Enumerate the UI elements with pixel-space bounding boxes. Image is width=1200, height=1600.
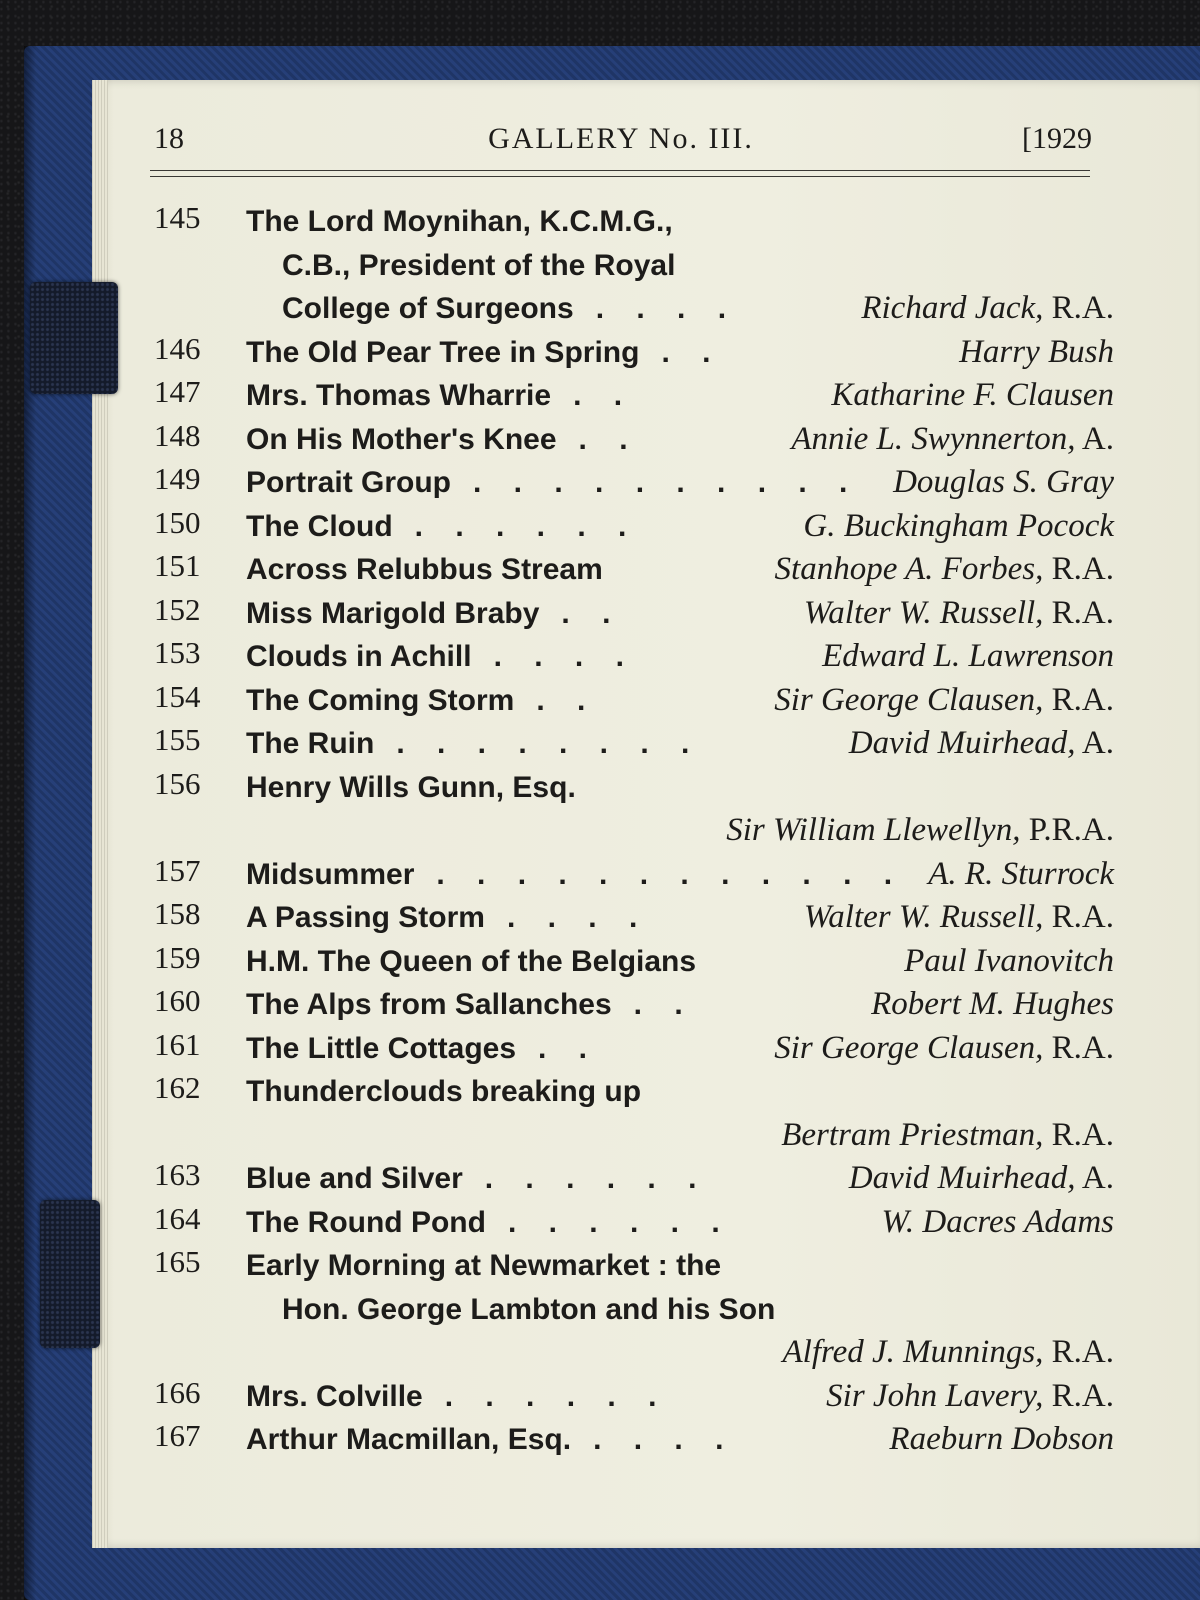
entry-artist-line (246, 1331, 1114, 1375)
entry-title: Miss Marigold Braby (246, 596, 540, 630)
entry-line (246, 331, 1114, 375)
year-marker: [1929 (1022, 122, 1092, 155)
header-rule-upper (150, 170, 1090, 171)
entry-line (246, 853, 1114, 897)
entry-line (246, 1157, 1114, 1201)
leader-dots: . . . . (506, 901, 650, 934)
entry-title: Hon. George Lambton and his Son (282, 1292, 776, 1326)
artist-name: Walter W. Russell, (803, 594, 1044, 631)
catalogue-entry (154, 983, 1114, 1027)
catalogue-entry (154, 1375, 1114, 1419)
entry-line (246, 940, 1114, 984)
catalogue-entry (154, 331, 1114, 375)
leader-dots: . . . . . . . . . . . . (436, 857, 905, 891)
entry-artist (803, 505, 1114, 549)
artist-name: Paul Ivanovitch (904, 942, 1114, 979)
entry-line (282, 287, 1114, 331)
entry-title: The Cloud (246, 509, 393, 543)
binding-clasp-bottom (40, 1200, 100, 1348)
entry-title: Portrait Group (246, 466, 452, 499)
entry-line (282, 1288, 1114, 1332)
entry-artist (774, 1027, 1114, 1071)
leader-dots: . . (578, 422, 640, 456)
artist-name: Sir John Lavery, (826, 1377, 1044, 1414)
header-rule-lower (150, 176, 1090, 177)
leader-dots: . . . . . . . . . . (473, 466, 860, 499)
leader-dots: . . (536, 683, 598, 717)
catalogue-entry (154, 1244, 1114, 1375)
entry-line (246, 461, 1114, 505)
leader-dots: . . . . (595, 292, 739, 325)
entry-title: The Little Cottages (246, 1031, 517, 1065)
entry-title: Arthur Macmillan, Esq. (246, 1423, 572, 1456)
page-header (150, 118, 1092, 168)
leader-dots: . . (661, 335, 723, 369)
entry-artist (959, 331, 1114, 375)
gallery-title: GALLERY No. III. (488, 122, 754, 155)
entry-title: Across Relubbus Stream (246, 553, 603, 586)
artist-suffix: R.A. (1043, 1116, 1114, 1153)
entry-number: 164 (154, 1200, 201, 1236)
entry-title: The Coming Storm (246, 683, 515, 717)
entry-title: Mrs. Thomas Wharrie (246, 379, 552, 412)
entry-artist (826, 1375, 1114, 1419)
artist-name: Richard Jack, (861, 290, 1044, 326)
artist-name: Edward L. Lawrenson (822, 638, 1114, 674)
entry-artist (791, 418, 1114, 462)
entry-number: 157 (154, 852, 201, 888)
artist-suffix: A. (1075, 1160, 1114, 1196)
entry-number: 156 (154, 765, 201, 801)
entry-artist (726, 809, 1114, 853)
leader-dots: . . (538, 1031, 600, 1065)
entry-title: H.M. The Queen of the Belgians (246, 944, 697, 978)
entry-list (154, 200, 1114, 1462)
binding-clasp-top (30, 282, 118, 394)
entry-artist (849, 722, 1114, 766)
artist-suffix: R.A. (1043, 594, 1114, 631)
entry-number: 163 (154, 1157, 201, 1192)
catalogue-entry (154, 461, 1114, 505)
catalogue-entry (154, 1027, 1114, 1071)
entry-line (246, 505, 1114, 549)
leader-dots: . . . . . . (414, 509, 639, 543)
entry-line (246, 766, 1114, 810)
artist-suffix: A. (1075, 420, 1114, 457)
entry-line (246, 374, 1114, 418)
entry-title: A Passing Storm (246, 901, 485, 934)
artist-name: Bertram Priestman, (781, 1116, 1044, 1153)
entry-artist (889, 1418, 1114, 1462)
catalogue-entry (154, 1070, 1114, 1157)
spine-shadow (24, 46, 36, 1600)
catalogue-entry (154, 722, 1114, 766)
catalogue-entry (154, 940, 1114, 984)
entry-artist (893, 461, 1114, 505)
artist-name: David Muirhead, (848, 1160, 1076, 1196)
entry-number: 154 (154, 678, 201, 714)
artist-suffix: R.A. (1043, 1029, 1114, 1066)
artist-name: Robert M. Hughes (871, 986, 1114, 1022)
entry-line (246, 200, 1114, 244)
entry-line (246, 548, 1114, 592)
entry-title: Clouds in Achill (246, 640, 472, 673)
entry-number: 152 (154, 591, 201, 627)
artist-name: A. R. Sturrock (928, 855, 1114, 892)
entry-title: Thunderclouds breaking up (246, 1075, 642, 1108)
catalogue-entry (154, 1201, 1114, 1245)
entry-number: 160 (154, 983, 201, 1018)
catalogue-entry (154, 896, 1114, 940)
entry-title: On His Mother's Knee (246, 422, 557, 456)
entry-number: 158 (154, 896, 201, 931)
leader-dots: . . . . (493, 640, 636, 673)
entry-number: 153 (154, 635, 201, 670)
entry-title: Blue and Silver (246, 1162, 463, 1195)
entry-artist (849, 1157, 1114, 1201)
entry-number: 162 (154, 1070, 201, 1105)
artist-name: Douglas S. Gray (893, 464, 1114, 500)
entry-line (246, 1375, 1114, 1419)
entry-number: 165 (154, 1244, 201, 1279)
entry-artist (775, 548, 1114, 592)
entry-artist (861, 287, 1114, 331)
entry-line (246, 592, 1114, 636)
leader-dots: . . (561, 596, 623, 630)
entry-title: Midsummer (246, 857, 415, 891)
entry-number: 150 (154, 504, 201, 540)
entry-number: 155 (154, 722, 201, 757)
entry-line (246, 1070, 1114, 1114)
artist-name: Katharine F. Clausen (831, 377, 1114, 413)
entry-title: Henry Wills Gunn, Esq. (246, 770, 576, 804)
entry-artist (822, 635, 1114, 679)
artist-suffix: R.A. (1043, 1377, 1114, 1414)
catalogue-entry (154, 1418, 1114, 1462)
entry-title: C.B., President of the Royal (282, 248, 676, 282)
entry-artist (774, 679, 1114, 723)
entry-title: The Ruin (246, 727, 375, 760)
entry-artist (904, 940, 1114, 984)
artist-name: Sir George Clausen, (774, 681, 1044, 718)
entry-number: 145 (154, 200, 201, 235)
entry-line (246, 679, 1114, 723)
entry-number: 149 (154, 461, 201, 496)
entry-title: Early Morning at Newmarket : the (246, 1249, 722, 1282)
entry-line (246, 1027, 1114, 1071)
entry-title: College of Surgeons (282, 292, 574, 325)
catalogue-entry (154, 853, 1114, 897)
entry-line (282, 244, 1114, 288)
entry-artist (783, 1331, 1115, 1375)
catalogue-entry (154, 1157, 1114, 1201)
artist-name: Alfred J. Munnings, (782, 1334, 1044, 1370)
entry-title: The Round Pond (246, 1205, 486, 1239)
artist-name: G. Buckingham Pocock (803, 507, 1114, 544)
entry-artist (804, 896, 1114, 940)
entry-artist (831, 374, 1114, 418)
entry-number: 161 (154, 1026, 201, 1062)
entry-line (246, 722, 1114, 766)
entry-artist-line (246, 1114, 1114, 1158)
catalogue-entry (154, 635, 1114, 679)
artist-suffix: R.A. (1043, 290, 1114, 326)
leader-dots: . . . . . . (507, 1205, 732, 1239)
entry-line (246, 983, 1114, 1027)
entry-artist (871, 983, 1114, 1027)
entry-number: 147 (154, 374, 201, 409)
entry-line (246, 1201, 1114, 1245)
entry-line (246, 418, 1114, 462)
artist-suffix: R.A. (1043, 899, 1114, 935)
leader-dots: . . . . (593, 1423, 736, 1456)
entry-number: 151 (154, 548, 201, 583)
catalogue-entry (154, 592, 1114, 636)
entry-title: The Alps from Sallanches (246, 988, 612, 1021)
catalogue-entry (154, 766, 1114, 853)
artist-name: Sir George Clausen, (774, 1029, 1044, 1066)
leader-dots: . . . . . . (444, 1379, 669, 1413)
entry-line (246, 896, 1114, 940)
artist-name: Walter W. Russell, (803, 899, 1044, 935)
entry-number: 146 (154, 330, 201, 366)
catalogue-entry (154, 679, 1114, 723)
artist-name: Stanhope A. Forbes, (774, 551, 1044, 587)
entry-number: 166 (154, 1374, 201, 1410)
artist-suffix: P.R.A. (1020, 812, 1114, 848)
entry-artist (781, 1114, 1114, 1158)
entry-artist (804, 592, 1114, 636)
entry-title: The Lord Moynihan, K.C.M.G., (246, 205, 673, 238)
artist-name: Annie L. Swynnerton, (791, 420, 1076, 457)
artist-name: W. Dacres Adams (881, 1203, 1114, 1240)
leader-dots: . . (573, 379, 635, 412)
artist-suffix: R.A. (1043, 1334, 1114, 1370)
entry-artist (881, 1201, 1114, 1245)
artist-suffix: A. (1075, 725, 1114, 761)
entry-artist (928, 853, 1114, 897)
page-number: 18 (154, 122, 184, 155)
entry-number: 159 (154, 939, 201, 975)
artist-suffix: R.A. (1043, 551, 1114, 587)
entry-number: 148 (154, 417, 201, 453)
catalogue-entry (154, 548, 1114, 592)
catalogue-entry (154, 418, 1114, 462)
entry-line (246, 1418, 1114, 1462)
catalogue-entry (154, 200, 1114, 331)
artist-name: Raeburn Dobson (889, 1421, 1114, 1457)
entry-line (246, 1244, 1114, 1288)
leader-dots: . . (633, 988, 695, 1021)
artist-name: David Muirhead, (848, 725, 1076, 761)
catalogue-entry (154, 374, 1114, 418)
artist-name: Sir William Llewellyn, (726, 812, 1021, 848)
entry-line (246, 635, 1114, 679)
artist-suffix: R.A. (1043, 681, 1114, 718)
catalogue-entry (154, 505, 1114, 549)
entry-title: Mrs. Colville (246, 1379, 423, 1413)
entry-artist-line (246, 809, 1114, 853)
entry-number: 167 (154, 1418, 201, 1453)
entry-title: The Old Pear Tree in Spring (246, 335, 640, 369)
artist-name: Harry Bush (959, 333, 1114, 370)
leader-dots: . . . . . . . . (396, 727, 702, 760)
leader-dots: . . . . . . (484, 1162, 709, 1195)
